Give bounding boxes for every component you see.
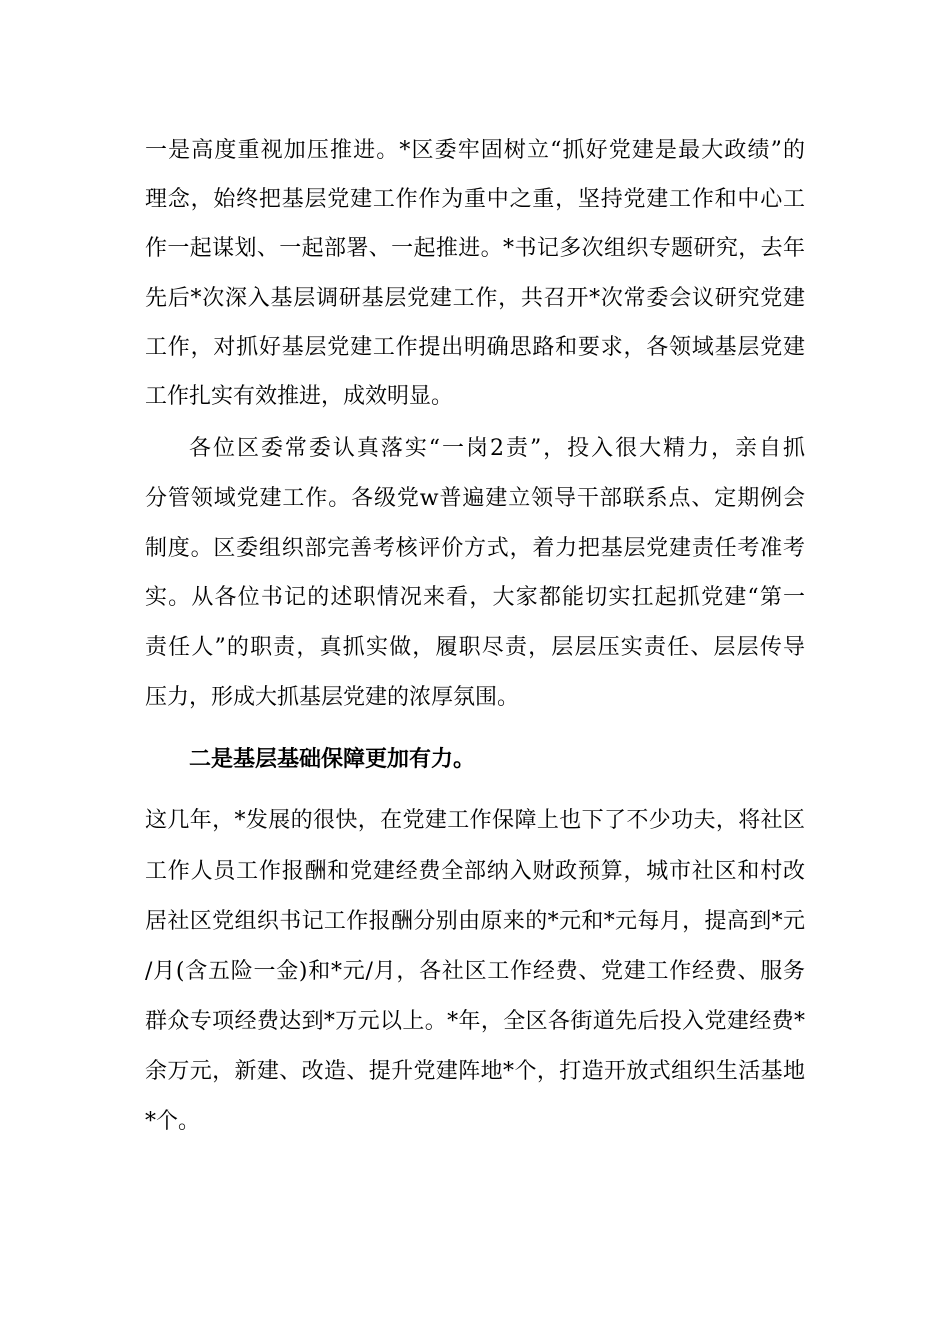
paragraph-2-line-5: 责任人”的职责，真抓实做，履职尽责，层层压实责任、层层传导 — [145, 635, 805, 660]
paragraph-1-line-6: 工作扎实有效推进，成效明显。 — [145, 384, 454, 409]
paragraph-2-line-3: 制度。区委组织部完善考核评价方式，着力把基层党建责任考准考 — [145, 536, 805, 561]
paragraph-2-line-4: 实。从各位书记的述职情况来看，大家都能切实扛起抓党建“第一 — [145, 585, 805, 610]
paragraph-2-line-2: 分管领域党建工作。各级党w普遍建立领导干部联系点、定期例会 — [145, 486, 805, 511]
paragraph-3-line-7: *个。 — [145, 1109, 201, 1134]
paragraph-3-line-2: 工作人员工作报酬和党建经费全部纳入财政预算，城市社区和村改 — [145, 859, 805, 884]
paragraph-2-line-6: 压力，形成大抓基层党建的浓厚氛围。 — [145, 685, 520, 710]
paragraph-2-line-1: 各位区委常委认真落实“一岗2责”，投入很大精力，亲自抓 — [189, 436, 805, 461]
section-heading: 二是基层基础保障更加有力。 — [189, 746, 476, 772]
paragraph-3-line-4: /月(含五险一金)和*元/月，各社区工作经费、党建工作经费、服务 — [145, 959, 805, 984]
paragraph-3-line-5: 群众专项经费达到*万元以上。*年，全区各街道先后投入党建经费* — [145, 1009, 805, 1034]
paragraph-1-line-4: 先后*次深入基层调研基层党建工作，共召开*次常委会议研究党建 — [145, 286, 805, 311]
paragraph-3-line-1: 这几年，*发展的很快，在党建工作保障上也下了不少功夫，将社区 — [145, 808, 805, 833]
paragraph-1-line-1: 一是高度重视加压推进。*区委牢固树立“抓好党建是最大政绩”的 — [145, 138, 805, 163]
paragraph-3-line-3: 居社区党组织书记工作报酬分别由原来的*元和*元每月，提高到*元 — [145, 909, 805, 934]
paragraph-1-line-3: 作一起谋划、一起部署、一起推进。*书记多次组织专题研究，去年 — [145, 236, 805, 261]
paragraph-1-line-5: 工作，对抓好基层党建工作提出明确思路和要求，各领域基层党建 — [145, 335, 805, 360]
paragraph-1-line-2: 理念，始终把基层党建工作作为重中之重，坚持党建工作和中心工 — [145, 187, 805, 212]
paragraph-3-line-6: 余万元，新建、改造、提升党建阵地*个，打造开放式组织生活基地 — [145, 1059, 805, 1084]
